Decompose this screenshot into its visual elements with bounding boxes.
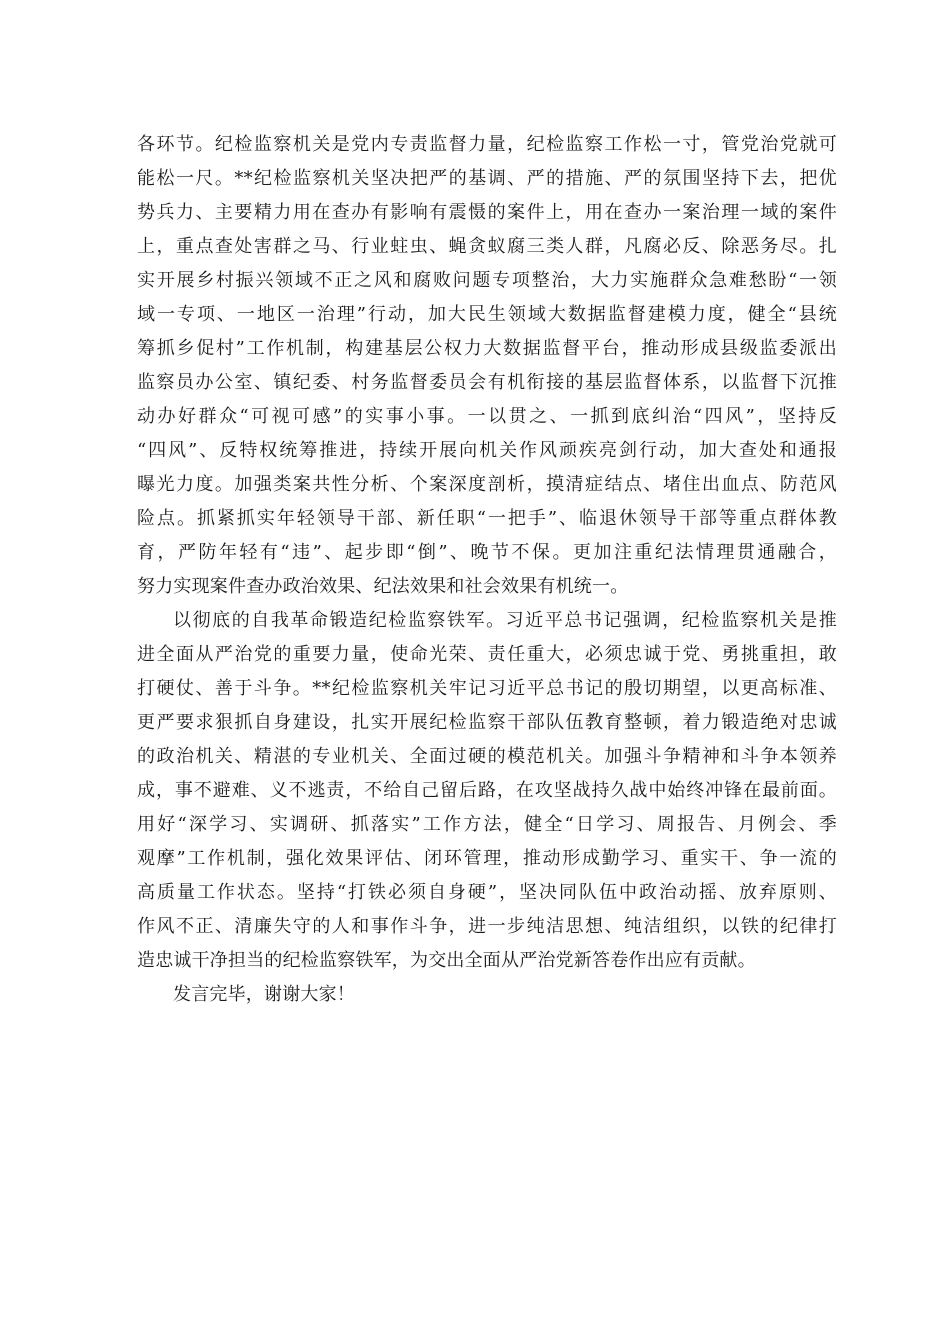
text-line: 造忠诚干净担当的纪检监察铁军，为交出全面从严治党新答卷作出应有贡献。: [137, 950, 756, 971]
text-line: 成，事不避难、义不逃责，不给自己留后路，在攻坚战持久战中始终冲锋在最前面。: [137, 780, 837, 801]
text-line: 进全面从严治党的重要力量，使命光荣、责任重大，必须忠诚于党、勇挑重担，敢: [137, 644, 837, 665]
text-line: 作风不正、清廉失守的人和事作斗争，进一步纯洁思想、纯洁组织，以铁的纪律打: [137, 916, 837, 937]
paragraph-enforcement: [137, 128, 837, 604]
text-line: 曝光力度。加强类案共性分析、个案深度剖析，摸清症结点、堵住出血点、防范风: [137, 474, 837, 495]
text-line: 观摩”工作机制，强化效果评估、闭环管理，推动形成勤学习、重实干、争一流的: [137, 848, 837, 869]
text-line: 各环节。纪检监察机关是党内专责监督力量，纪检监察工作松一寸，管党治党就可: [137, 134, 837, 155]
text-line: 更严要求狠抓自身建设，扎实开展纪检监察干部队伍教育整顿，着力锻造绝对忠诚: [137, 712, 837, 733]
text-line: 监察员办公室、镇纪委、村务监督委员会有机衔接的基层监督体系，以监督下沉推: [137, 372, 837, 393]
text-line: 实开展乡村振兴领域不正之风和腐败问题专项整治，大力实施群众急难愁盼“一领: [137, 270, 837, 291]
text-line: “四风”、反特权统筹推进，持续开展向机关作风顽疾亮剑行动，加大查处和通报: [137, 440, 837, 461]
text-line: 用好“深学习、实调研、抓落实”工作方法，健全“日学习、周报告、月例会、季: [137, 814, 837, 835]
document-page: [137, 128, 837, 1012]
text-line: 努力实现案件查办政治效果、纪法效果和社会效果有机统一。: [137, 576, 629, 597]
text-line: 上，重点查处害群之马、行业蛀虫、蝇贪蚁腐三类人群，凡腐必反、除恶务尽。扎: [137, 236, 837, 257]
closing-remark: 发言完毕，谢谢大家！: [173, 984, 355, 1005]
text-line: 高质量工作状态。坚持“打铁必须自身硬”，坚决同队伍中政治动摇、放弃原则、: [137, 882, 837, 903]
paragraph-closing: [137, 978, 837, 1012]
text-line: 的政治机关、精湛的专业机关、全面过硬的模范机关。加强斗争精神和斗争本领养: [137, 746, 837, 767]
text-line: 动办好群众“可视可感”的实事小事。一以贯之、一抓到底纠治“四风”，坚持反: [137, 406, 837, 427]
text-line: 育，严防年轻有“违”、起步即“倒”、晚节不保。更加注重纪法情理贯通融合，: [137, 542, 837, 563]
text-line: 域一专项、一地区一治理”行动，加大民生领域大数据监督建模力度，健全“县统: [137, 304, 837, 325]
text-line: 打硬仗、善于斗争。**纪检监察机关牢记习近平总书记的殷切期望，以更高标准、: [137, 678, 837, 699]
text-line: 势兵力、主要精力用在查办有影响有震慑的案件上，用在查办一案治理一域的案件: [137, 202, 837, 223]
text-line: 能松一尺。**纪检监察机关坚决把严的基调、严的措施、严的氛围坚持下去，把优: [137, 168, 837, 189]
text-line: 险点。抓紧抓实年轻领导干部、新任职“一把手”、临退休领导干部等重点群体教: [137, 508, 837, 529]
text-line: 以彻底的自我革命锻造纪检监察铁军。习近平总书记强调，纪检监察机关是推: [173, 610, 837, 631]
text-line: 筹抓乡促村”工作机制，构建基层公权力大数据监督平台，推动形成县级监委派出: [137, 338, 837, 359]
paragraph-iron-army: [137, 604, 837, 978]
